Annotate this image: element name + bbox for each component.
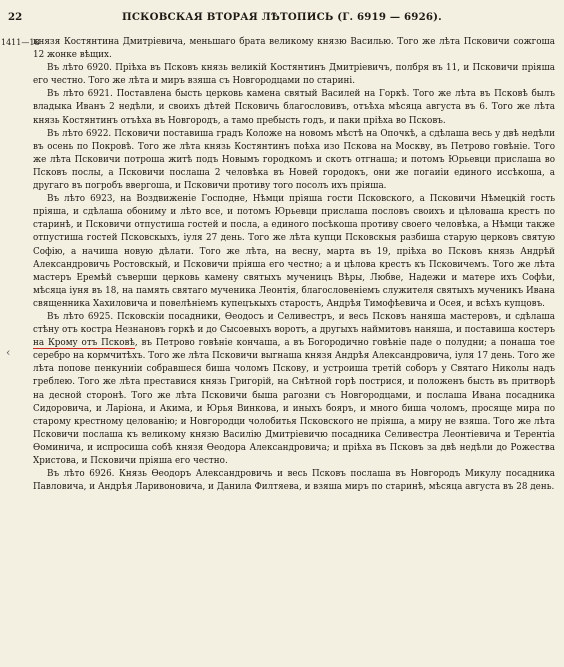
paragraph-6926: Въ лѣто 6926. Князь Ѳеодоръ Александровичь и весь Псковъ послаша въ Новгородъ Микулу посадника Павловича, и Андрѣя Ларивоновича, и Данила Филтяева, и взяша миръ по старинѣ, мѣсяца августа въ 28 день. [33, 469, 555, 493]
margin-year-note: 1411—18 [1, 38, 40, 47]
paragraph-6925 [33, 311, 555, 468]
margin-pencil-mark: ‹ [6, 346, 11, 359]
paragraph-6925-end: , въ Петрово говѣніе кончаша, а въ Богородично говѣніе паде о полудни; а понаша тое серебро на кормчитѣхъ. Того же лѣта Псковичи выгнаша князя Андрѣя Александровича, іуля 17 день. Того же лѣта попове пенкуниіи собравшеся биша чоломъ Пскову, и устроиша третій соборъ у Святаго Николы надъ греблею. Того же лѣта преставися князь Григорій, на Снѣтной горѣ пострися, и положенъ бысть въ притворѣ на десной сторонѣ. Того же лѣта Псковичи быша рагозни съ Новгородцами, и послаша Ивана посадника Сидоровича, и Ларіона, и Акима, и Юрья Винкова, и иныхъ бояръ, и много биша чоломъ, просяще мира по старому крестному целованію; и Новгородци чолобитья Псковского не пріяша, а миру не взяша. Того же лѣта Псковичи послаша къ великому князю Василію Дмитріевичю посадника Селивестра Леонтіевича и Терентіа Ѳоминича, и испросиша собѣ князя Ѳеодора Александровича; и пріѣха въ Псковъ за двѣ недѣли до Рожества Христова, и Псковичи пріяша его честно. [33, 338, 555, 466]
page-header [8, 11, 556, 25]
paragraph-6922: Въ лѣто 6922. Псковичи поставиша градъ Коложе на новомъ мѣстѣ на Опочкѣ, а сдѣлаша весь у двѣ недѣли въ осень по Покровѣ. Того же лѣта князь Костянтинъ поѣха изо Пскова на Москву, въ Петрово говѣніе. Того же лѣта Псковичи потроша житѣ подъ Новымъ городкомъ и скотъ отгнаша; и потомъ Юрьевци прислаша во Псковъ послы, а Псковичи послаша 2 человѣка въ Новей городокъ, они же погаиіи единого иссѣкоша, а другаго въ погробъ ввергоша, и Псковичи противу того посолъ ихъ пріяша. [33, 128, 555, 192]
underlined-phrase: на Крому отъ Псковѣ [33, 338, 135, 349]
paragraph-continuation: князя Костянтина Дмитріевича, меньшаго брата великому князю Василью. Того же лѣта Псковичи сожгоша 12 жонке вѣщих. [33, 37, 555, 61]
running-title: ПСКОВСКАЯ ВТОРАЯ ЛѢТОПИСЬ (Г. 6919 — 6926). [122, 11, 442, 23]
paragraph-6921: Въ лѣто 6921. Поставлена бысть церковь камена святый Василей на Горкѣ. Того же лѣта въ Псковѣ былъ владыка Иванъ 2 недѣли, и своихъ дѣтей Псковичь благословивъ, отъѣха мѣсяца августа въ 6. Того же лѣта князь Костянтинъ отъѣха въ Новгородъ, а тамо пребысть годъ, и паки пріѣха во Псковъ. [33, 89, 555, 126]
chronicle-text [33, 36, 555, 494]
paragraph-6920: Въ лѣто 6920. Пріѣха въ Псковъ князь великiй Костянтинъ Дмитріевичъ, полбря въ 11, и Псковичи пріяша его честно. Того же лѣта и миръ взяша съ Новгородцами по старині. [33, 63, 555, 87]
page-number: 22 [8, 11, 23, 23]
paragraph-6925-start: Въ лѣто 6925. Псковскіи посадники, Ѳеодосъ и Селивестръ, и весь Псковъ наняша мастеровъ, и сдѣлаша стѣну отъ костра Незнановъ горкѣ и до Сысоевыхъ воротъ, а другыхъ наймитовъ наняша, и поставиша костеръ [33, 311, 555, 336]
paragraph-6923: Въ лѣто 6923, на Воздвиженіе Господне, Нѣмци пріяша гости Псковского, а Псковичи Нѣмецкій гость пріяша, и сдѣлаша обониму и лѣто все, и потомъ Юрьевци прислаша пословъ своихъ и цѣловаша крестъ по старинѣ, и Псковичи отпустиша гостей и посла, а единого посѣкоша противу своего человѣка, а Нѣмци также отпустиша гостей Псковскыхъ, іуля 27 день. Того же лѣта купци Псковскыя разбиша старую церковъ святую Софію, а начиша новую дѣлати. Того же лѣта, на весну, марта въ 19, пріѣха во Псковъ князь Андрѣй Александровичь Ростовскый, и Псковичи пріяша его честно; а и цѣлова крестъ къ Псковичемъ. Того же лѣта мастеръ Еремѣй съверши церковь камену святыхъ мученицъ Вѣры, Любве, Надежи и матере ихъ Софѣи, мѣсяца іуня въ 18, на память святаго мученика Леонтія, благословеніемъ служителя святыхъ мученикъ Ивана священника Хахиловича и повелѣніемъ купецъкыхъ старостъ, Андрѣя Тимофѣевича и Осея, и всѣхъ купцовъ. [33, 194, 555, 309]
